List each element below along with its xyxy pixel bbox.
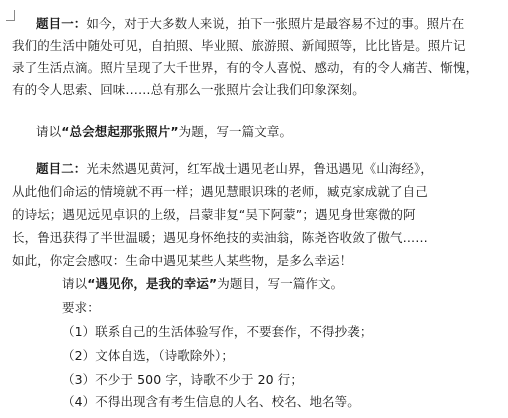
requirements-heading: 要求： [62, 300, 100, 315]
q1-essay-title: “总会想起那张照片” [61, 124, 179, 139]
q1-label: 题目一： [36, 16, 87, 31]
q2-line-2: 从此他们命运的情境就不再一样；遇见慧眼识珠的老师，臧克家成就了自己 [12, 184, 428, 199]
q1-instruction-suffix: 为题，写一篇文章。 [178, 124, 293, 139]
q1-line-3: 录了生活点滴。照片呈现了大千世界，有的令人喜悦、感动，有的令人痛苦、惭愧， [12, 60, 479, 75]
q1-line-2: 我们的生活中随处可见，自拍照、毕业照、旅游照、新闻照等，比比皆是。照片记 [12, 38, 466, 53]
q1-instruction [36, 124, 292, 140]
q2-instruction-prefix: 请以 [62, 276, 88, 291]
q1-line-1 [36, 16, 464, 32]
q2-text-1: 光未然遇见黄河，红军战士遇见老山界，鲁迅遇见《山海经》， [86, 161, 433, 176]
q2-instruction-suffix: 为题目，写一篇作文。 [217, 276, 344, 291]
margin-corner-mark [6, 10, 15, 21]
q2-essay-title: “遇见你，是我的幸运” [87, 276, 218, 291]
requirement-item-3: （3）不少于 500 字，诗歌不少于 20 行； [62, 372, 304, 387]
requirement-item-2: （2）文体自选，（诗歌除外）； [62, 348, 234, 363]
requirement-item-4: （4）不得出现含有考生信息的人名、校名、地名等。 [62, 394, 360, 409]
q2-instruction [62, 276, 343, 292]
requirement-item-1: （1）联系自己的生活体验写作，不要套作，不得抄袭； [62, 324, 373, 339]
q1-line-4: 有的令人思索、回味……总有那么一张照片会让我们印象深刻。 [12, 82, 365, 97]
q1-instruction-prefix: 请以 [36, 124, 62, 139]
q2-line-1 [36, 161, 433, 177]
q2-label: 题目二： [36, 161, 87, 176]
q2-line-5: 如此，你定会感叹：生命中遇见某些人某些物，是多么幸运！ [12, 253, 353, 268]
q2-line-4: 长，鲁迅获得了半世温暖；遇见身怀绝技的卖油翁，陈尧咨收敛了傲气…… [12, 230, 428, 245]
q2-line-3: 的诗坛；遇见远见卓识的上级，吕蒙非复“吴下阿蒙”；遇见身世寒微的阿 [12, 207, 416, 222]
q1-text-1: 如今，对于大多数人来说，拍下一张照片是最容易不过的事。照片在 [86, 16, 465, 31]
